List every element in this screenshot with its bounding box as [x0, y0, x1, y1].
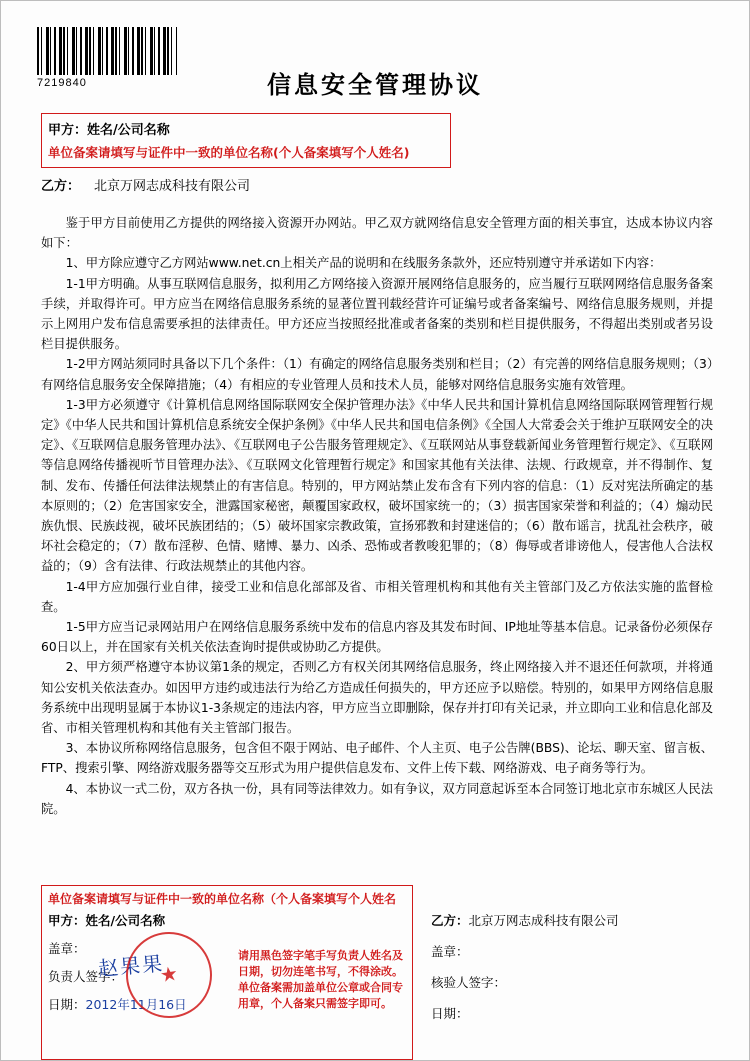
barcode-number: 7219840 — [37, 77, 87, 89]
signature-area — [41, 885, 713, 1060]
party-b-label: 乙方： — [41, 179, 81, 194]
signature-right-box — [431, 911, 731, 1035]
signature-party-b — [431, 911, 731, 929]
agreement-paragraph: 2、甲方须严格遵守本协议第1条的规定，否则乙方有权关闭其网络信息服务，终止网络接入并不退还任何款项，并将通知公安机关依法查办。如因甲方违约或违法行为给乙方造成任何损失的，甲方还应予以赔偿。特别的，如果甲方网络信息服务系统中出现明显属于本协议1-3条规定的违法内容，甲方应当立即删除，保存并打印有关记录，并立即向工业和信息化部及省、市相关管理机构和其他有关主管部门报告。 — [41, 660, 713, 736]
agreement-paragraph: 1-2甲方网站须同时具备以下几个条件：（1）有确定的网络信息服务类别和栏目；（2）有完善的网络信息服务规则；（3）有网络信息服务安全保障措施；（4）有相应的专业管理人员和技术人员，能够对网络信息服务实施有效管理。 — [41, 357, 713, 392]
signature-party-a-label: 甲方： — [48, 913, 86, 928]
signature-left-box — [41, 885, 413, 1060]
party-b-line — [41, 175, 250, 194]
agreement-paragraph: 1-4甲方应加强行业自律，接受工业和信息化部部及省、市相关管理机构和其他有关主管部门及乙方依法实施的监督检查。 — [41, 579, 713, 614]
page-title: 信息安全管理协议 — [267, 71, 483, 99]
agreement-paragraph: 1、甲方除应遵守乙方网站www.net.cn上相关产品的说明和在线服务条款外，还应特别遵守并承诺如下内容： — [65, 256, 662, 271]
party-a-line — [48, 119, 444, 138]
signature-party-b-label: 乙方： — [431, 913, 469, 928]
signature-checker-line: 核验人签字： — [431, 975, 507, 990]
agreement-paragraph: 1-5甲方应当记录网站用户在网络信息服务系统中发布的信息内容及其发布时间、IP地址等基本信息。记录备份必须保存60日以上，并在国家有关机关依法查询时提供或协助乙方提供。 — [41, 620, 713, 655]
signature-date-value: 2012年11月16日 — [85, 997, 187, 1012]
handwritten-signature: 赵果果 — [97, 951, 166, 981]
party-a-label: 甲方： — [48, 123, 88, 138]
signature-date-label: 日期： — [48, 997, 86, 1012]
agreement-body — [41, 213, 713, 819]
signature-party-b-value: 北京万网志成科技有限公司 — [468, 913, 619, 928]
agreement-paragraph: 3、本协议所称网络信息服务，包含但不限于网站、电子邮件、个人主页、电子公告牌(BBS)、论坛、聊天室、留言板、FTP、搜索引擎、网络游戏服务器等交互形式为用户提供信息发布、文件上传下载、网络游戏、电子商务等行为。 — [41, 741, 713, 776]
agreement-paragraph: 4、本协议一式二份，双方各执一份，具有同等法律效力。如有争议，双方同意起诉至本合同签订地北京市东城区人民法院。 — [41, 781, 713, 816]
signature-right-date-line: 日期： — [431, 1006, 469, 1021]
agreement-paragraph: 鉴于甲方目前使用乙方提供的网络接入资源开办网站。甲乙双方就网络信息安全管理方面的相关事宜，达成本协议内容如下： — [41, 216, 713, 251]
signature-party-a-name-label: 姓名/公司名称 — [85, 913, 166, 928]
party-a-red-note: 单位备案请填写与证件中一致的单位名称(个人备案填写个人姓名) — [48, 145, 410, 160]
signature-seal-line: 盖章： — [48, 941, 86, 956]
signature-red-head: 单位备案请填写与证件中一致的单位名称（个人备案填写个人姓名 — [48, 892, 397, 906]
party-b-value: 北京万网志成科技有限公司 — [94, 179, 251, 194]
signature-right-seal-line: 盖章： — [431, 944, 469, 959]
signature-instruction-note: 请用黑色签字笔手写负责人姓名及日期，切勿连笔书写，不得涂改。单位备案需加盖单位公章或合同专用章，个人备案只需签字即可。 — [238, 949, 403, 1010]
document-inner — [27, 17, 723, 1046]
stamp-star-icon: ★ — [158, 962, 180, 988]
agreement-paragraph: 1-1甲方明确。从事互联网信息服务，拟利用乙方网络接入资源开展网络信息服务的，应当履行互联网网络信息服务备案手续，并取得许可。甲方应当在网络信息服务系统的显著位置刊载经营许可证编号或者备案编号、网络信息服务规则，并提示上网用户发布信息需要承担的法律责任。甲方还应当按照经批准或者备案的类别和栏目提供服务，不得超出类别或者另设栏目提供服务。 — [41, 276, 713, 352]
signature-leader-line: 负责人签字： — [48, 969, 124, 984]
agreement-paragraph: 1-3甲方必须遵守《计算机信息网络国际联网安全保护管理办法》《中华人民共和国计算机信息网络国际联网管理暂行规定》《中华人民共和国计算机信息系统安全保护条例》《中华人民共和国电信条例》《全国人大常委会关于维护互联网安全的决定》、《互联网信息服务管理办法》、《互联网电子公告服务管理规定》、《互联网站从事登载新闻业务管理暂行规定》、《互联网等信息网络传播视听节目管理办法》、《互联网文化管理暂行规定》和国家其他有关法律、法规、行政规章，并不得制作、复制、发布、传播任何法律法规禁止的有害信息。特别的，甲方网站禁止发布含有下列内容的信息：（1）反对宪法所确定的基本原则的；（2）危害国家安全，泄露国家秘密，颠覆国家政权，破坏国家统一的；（3）损害国家荣誉和利益的；（4）煽动民族仇恨、民族歧视，破坏民族团结的；（5）破坏国家宗教政策，宣扬邪教和封建迷信的；（6）散布谣言，扰乱社会秩序，破坏社会稳定的；（7）散布淫秽、色情、赌博、暴力、凶杀、恐怖或者教唆犯罪的；（8）侮辱或者诽谤他人，侵害他人合法权益的；（9）含有法律、行政法规禁止的其他内容。 — [41, 397, 713, 574]
signature-party-a — [48, 911, 406, 929]
party-a-box — [41, 113, 451, 168]
party-a-name-label: 姓名/公司名称 — [87, 123, 170, 138]
